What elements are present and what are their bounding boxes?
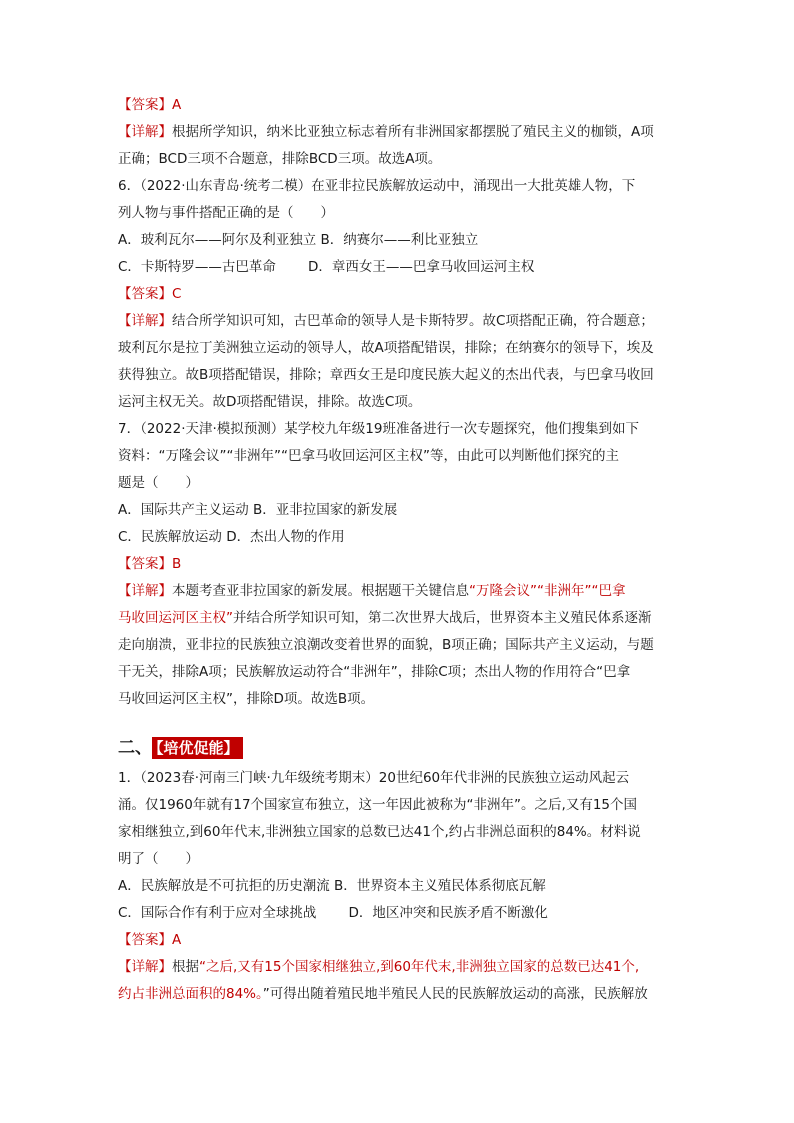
answer-line	[118, 551, 678, 578]
section-badge: 【培优促能】	[152, 737, 243, 759]
highlighted-quote: 约占非洲总面积的84%。	[118, 986, 263, 1002]
option-c: C．卡斯特罗——古巴革命	[118, 259, 276, 275]
detail-text: 结合所学知识可知，古巴革命的领导人是卡斯特罗。故C项搭配正确，符合题意；	[172, 313, 654, 329]
options-row: C．民族解放运动 D．杰出人物的作用	[118, 529, 345, 545]
section-heading	[118, 731, 678, 765]
section-prefix: 二、	[118, 738, 152, 758]
answer-value: A	[172, 97, 182, 113]
detail-line: 正确；BCD三项不合题意，排除BCD三项。故选A项。	[118, 151, 442, 167]
answer-tag: 【答案】	[118, 286, 172, 302]
detail-line: 获得独立。故B项搭配错误，排除；章西女王是印度民族大起义的杰出代表，与巴拿马收回	[118, 367, 654, 383]
option-d: D．地区冲突和民族矛盾不断激化	[348, 905, 548, 921]
detail-text: 根据	[172, 959, 199, 975]
question-stem: 题是（ ）	[118, 475, 199, 491]
answer-tag: 【答案】	[118, 556, 172, 572]
detail-tag: 【详解】	[118, 124, 172, 140]
detail-line: 玻利瓦尔是拉丁美洲独立运动的领导人，故A项搭配错误，排除；在纳赛尔的领导下，埃及	[118, 340, 654, 356]
detail-text: 根据所学知识，纳米比亚独立标志着所有非洲国家都摆脱了殖民主义的枷锁，A项	[172, 124, 654, 140]
question-stem: 列人物与事件搭配正确的是（ ）	[118, 205, 334, 221]
answer-tag: 【答案】	[118, 932, 172, 948]
detail-text: ”可得出随着殖民地半殖民人民的民族解放运动的高涨，民族解放	[262, 986, 648, 1002]
option-c: C．国际合作有利于应对全球挑战	[118, 905, 317, 921]
detail-line: 干无关，排除A项；民族解放运动符合“非洲年”，排除C项；杰出人物的作用符合“巴拿	[118, 664, 631, 680]
detail-line: 运河主权无关。故D项搭配错误，排除。故选C项。	[118, 394, 422, 410]
options-row	[118, 900, 678, 927]
answer-line	[118, 281, 678, 308]
detail-line	[118, 605, 678, 632]
options-row: A．民族解放是不可抗拒的历史潮流 B．世界资本主义殖民体系彻底瓦解	[118, 878, 546, 894]
options-row	[118, 254, 678, 281]
detail-line	[118, 578, 678, 605]
answer-line	[118, 927, 678, 954]
highlighted-quote: “万隆会议”“非洲年”“巴拿	[469, 583, 626, 599]
detail-tag: 【详解】	[118, 313, 172, 329]
detail-tag: 【详解】	[118, 583, 172, 599]
question-stem: 7．（2022·天津·模拟预测）某学校九年级19班准备进行一次专题探究，他们搜集到如下	[118, 421, 639, 437]
question-stem: 涌。仅1960年就有17个国家宣布独立，这一年因此被称为“非洲年”。之后,又有15个国	[118, 797, 637, 813]
question-stem: 资料：“万隆会议”“非洲年”“巴拿马收回运河区主权”等，由此可以判断他们探究的主	[118, 448, 619, 464]
highlighted-quote: “之后,又有15个国家相继独立,到60年代末,非洲独立国家的总数已达41个,	[199, 959, 640, 975]
question-stem: 1．（2023春·河南三门峡·九年级统考期末）20世纪60年代非洲的民族独立运动风起云	[118, 770, 630, 786]
detail-line	[118, 954, 678, 981]
detail-tag: 【详解】	[118, 959, 172, 975]
detail-text: 本题考查亚非拉国家的新发展。根据题干关键信息	[172, 583, 469, 599]
detail-line	[118, 308, 678, 335]
options-row: A．玻利瓦尔——阿尔及利亚独立 B．纳赛尔——利比亚独立	[118, 232, 479, 248]
question-stem: 明了（ ）	[118, 851, 199, 867]
options-row: A．国际共产主义运动 B．亚非拉国家的新发展	[118, 502, 398, 518]
answer-tag: 【答案】	[118, 97, 172, 113]
detail-line	[118, 119, 678, 146]
answer-value: A	[172, 932, 182, 948]
question-stem: 家相继独立,到60年代末,非洲独立国家的总数已达41个,约占非洲总面积的84%。材料说	[118, 824, 641, 840]
detail-line: 走向崩溃，亚非拉的民族独立浪潮改变着世界的面貌，B项正确；国际共产主义运动，与题	[118, 637, 654, 653]
detail-text: 并结合所学知识可知，第二次世界大战后，世界资本主义殖民体系逐渐	[233, 610, 652, 626]
detail-line	[118, 981, 678, 1008]
answer-value: B	[172, 556, 182, 572]
document-page	[118, 92, 678, 1008]
highlighted-quote: 马收回运河区主权”	[118, 610, 233, 626]
question-stem: 6．（2022·山东青岛·统考二模）在亚非拉民族解放运动中，涌现出一大批英雄人物，下	[118, 178, 636, 194]
answer-value: C	[172, 286, 182, 302]
answer-line	[118, 92, 678, 119]
detail-line: 马收回运河区主权”，排除D项。故选B项。	[118, 691, 375, 707]
option-d: D．章西女王——巴拿马收回运河主权	[307, 259, 535, 275]
